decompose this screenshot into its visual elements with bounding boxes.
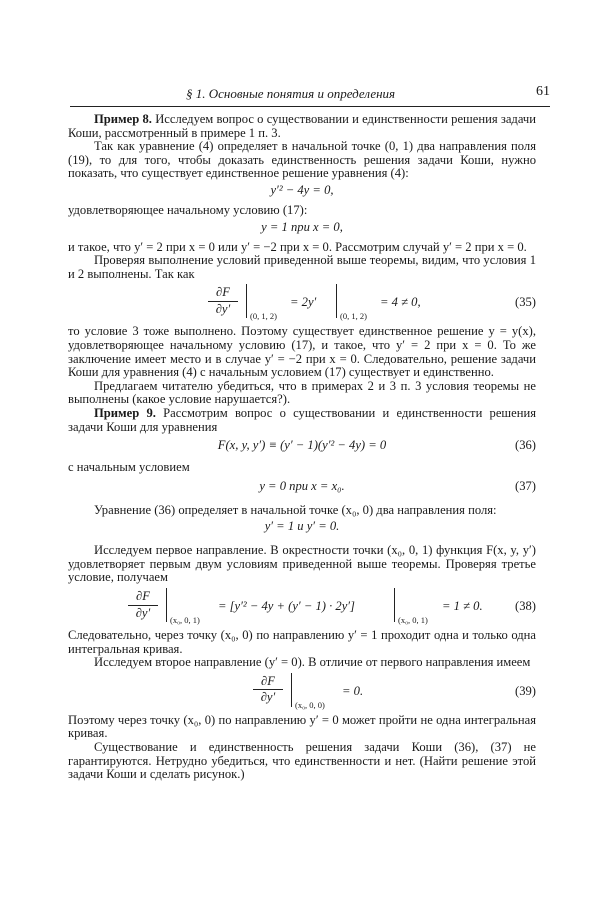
equation-rhs: = 1 ≠ 0.: [442, 599, 483, 614]
equation-text: y′² − 4y = 0,: [270, 182, 334, 197]
evaluation-point: (x₀, 0, 1): [170, 615, 200, 626]
paragraph: Поэтому через точку (x₀, 0) по направлению y′ = 0 может пройти не одна интегральная кривая.: [68, 712, 536, 741]
fraction-denominator: ∂y′: [215, 301, 231, 316]
paragraph: Проверяя выполнение условий приведенной выше теоремы, видим, что условия 1 и 2 выполнены. Так как: [68, 253, 536, 281]
equation-number: (38): [515, 599, 536, 614]
equation-text: y = 0 при x = x₀.: [259, 478, 345, 493]
fraction-numerator: ∂F: [208, 286, 238, 302]
running-header: [70, 84, 550, 107]
equation-37: [68, 480, 536, 496]
partial-fraction: [208, 286, 238, 316]
equation-rhs: = 4 ≠ 0,: [380, 295, 421, 310]
fraction-numerator: ∂F: [253, 675, 283, 691]
paragraph: удовлетворяющее начальному условию (17):: [68, 202, 308, 217]
paragraph: Уравнение (36) определяет в начальной точке (x₀, 0) два направления поля:: [94, 502, 497, 517]
equation-38: [68, 588, 536, 626]
equation-middle: = [y′² − 4y + (y′ − 1) · 2y′]: [218, 599, 355, 614]
evaluation-bar: [166, 588, 167, 622]
equation-middle: = 2y′: [290, 295, 317, 310]
paragraph: Исследуем первое направление. В окрестности точки (x₀, 0, 1) функция F(x, y, y′) удовлетворяет первым двум условиям приведенной выше теоремы. Проверяя третье условие, получаем: [68, 543, 536, 585]
evaluation-bar: [394, 588, 395, 622]
paragraph: Исследуем второе направление (y′ = 0). В отличие от первого направления имеем: [94, 655, 531, 670]
paragraph: с начальным условием: [68, 460, 190, 475]
page-body: [68, 113, 536, 782]
equation-number: (36): [515, 438, 536, 453]
section-title: § 1. Основные понятия и определения: [186, 86, 396, 101]
paragraph: и такое, что y′ = 2 при x = 0 или y′ = −2 при x = 0. Рассмотрим случай y′ = 2 при x = 0.: [68, 239, 527, 254]
equation-36: [68, 439, 536, 455]
evaluation-bar: [246, 284, 247, 318]
evaluation-bar: [291, 673, 292, 707]
partial-fraction: [253, 675, 283, 705]
example-9-text: Рассмотрим вопрос о существовании и единственности решения задачи Коши для уравнения: [68, 405, 536, 434]
page-number: 61: [536, 84, 550, 99]
evaluation-point: (x₀, 0, 0): [295, 699, 325, 710]
evaluation-point: (x₀, 0, 1): [398, 615, 428, 626]
fraction-denominator: ∂y′: [260, 690, 276, 705]
example-9-intro: [68, 407, 536, 434]
paragraph: Существование и единственность решения задачи Коши (36), (37) не гарантируются. Нетрудно убедиться, что единственности и нет. (Найти решение этой задачи Коши и сделать рисунок.): [68, 740, 536, 782]
equation: [68, 184, 536, 200]
fraction-numerator: ∂F: [128, 590, 158, 606]
equation-number: (39): [515, 683, 536, 698]
equation-text: y = 1 при x = 0,: [261, 219, 343, 234]
fraction-denominator: ∂y′: [135, 605, 151, 620]
equation-rhs: = 0.: [342, 683, 364, 698]
partial-fraction: [128, 590, 158, 620]
equation-number: (37): [515, 478, 536, 493]
example-9-label: Пример 9.: [94, 405, 156, 420]
equation: [68, 221, 536, 237]
equation-text: F(x, y, y′) ≡ (y′ − 1)(y′² − 4y) = 0: [217, 438, 387, 453]
example-8-text: Исследуем вопрос о существовании и единственности решения задачи Коши, рассмотренный в примере 1 п. 3.: [68, 112, 536, 140]
example-8-intro: [68, 113, 536, 140]
evaluation-point: (0, 1, 2): [250, 311, 277, 322]
equation-39: [68, 673, 536, 711]
equation: [68, 520, 536, 536]
paragraph: Предлагаем читателю убедиться, что в примерах 2 и 3 п. 3 условия теоремы не выполнены (какое условие нарушается?).: [68, 378, 536, 407]
paragraph: то условие 3 тоже выполнено. Поэтому существует единственное решение y = y(x), удовлетворяющее начальному условию (17), и такое, что y′ = 2 при x = 0. То же заключение имеет место и в случае y′ = −2 при x = 0. Следовательно, решение задачи Коши для уравнения (4) с начальным условием (17) существует и единственно.: [68, 324, 536, 380]
example-8-label: Пример 8.: [94, 112, 152, 126]
equation-number: (35): [515, 295, 536, 310]
equation-text: y′ = 1 и y′ = 0.: [264, 519, 340, 534]
paragraph: Следовательно, через точку (x₀, 0) по направлению y′ = 1 проходит одна и только одна интегральная кривая.: [68, 628, 536, 656]
equation-35: [68, 284, 536, 322]
paragraph: Так как уравнение (4) определяет в начальной точке (0, 1) два направления поля (19), то для того, чтобы доказать единственность решения задачи Коши, нужно показать, что существует единственное решение уравнения (4):: [68, 139, 536, 181]
evaluation-bar: [336, 284, 337, 318]
evaluation-point: (0, 1, 2): [340, 311, 367, 322]
